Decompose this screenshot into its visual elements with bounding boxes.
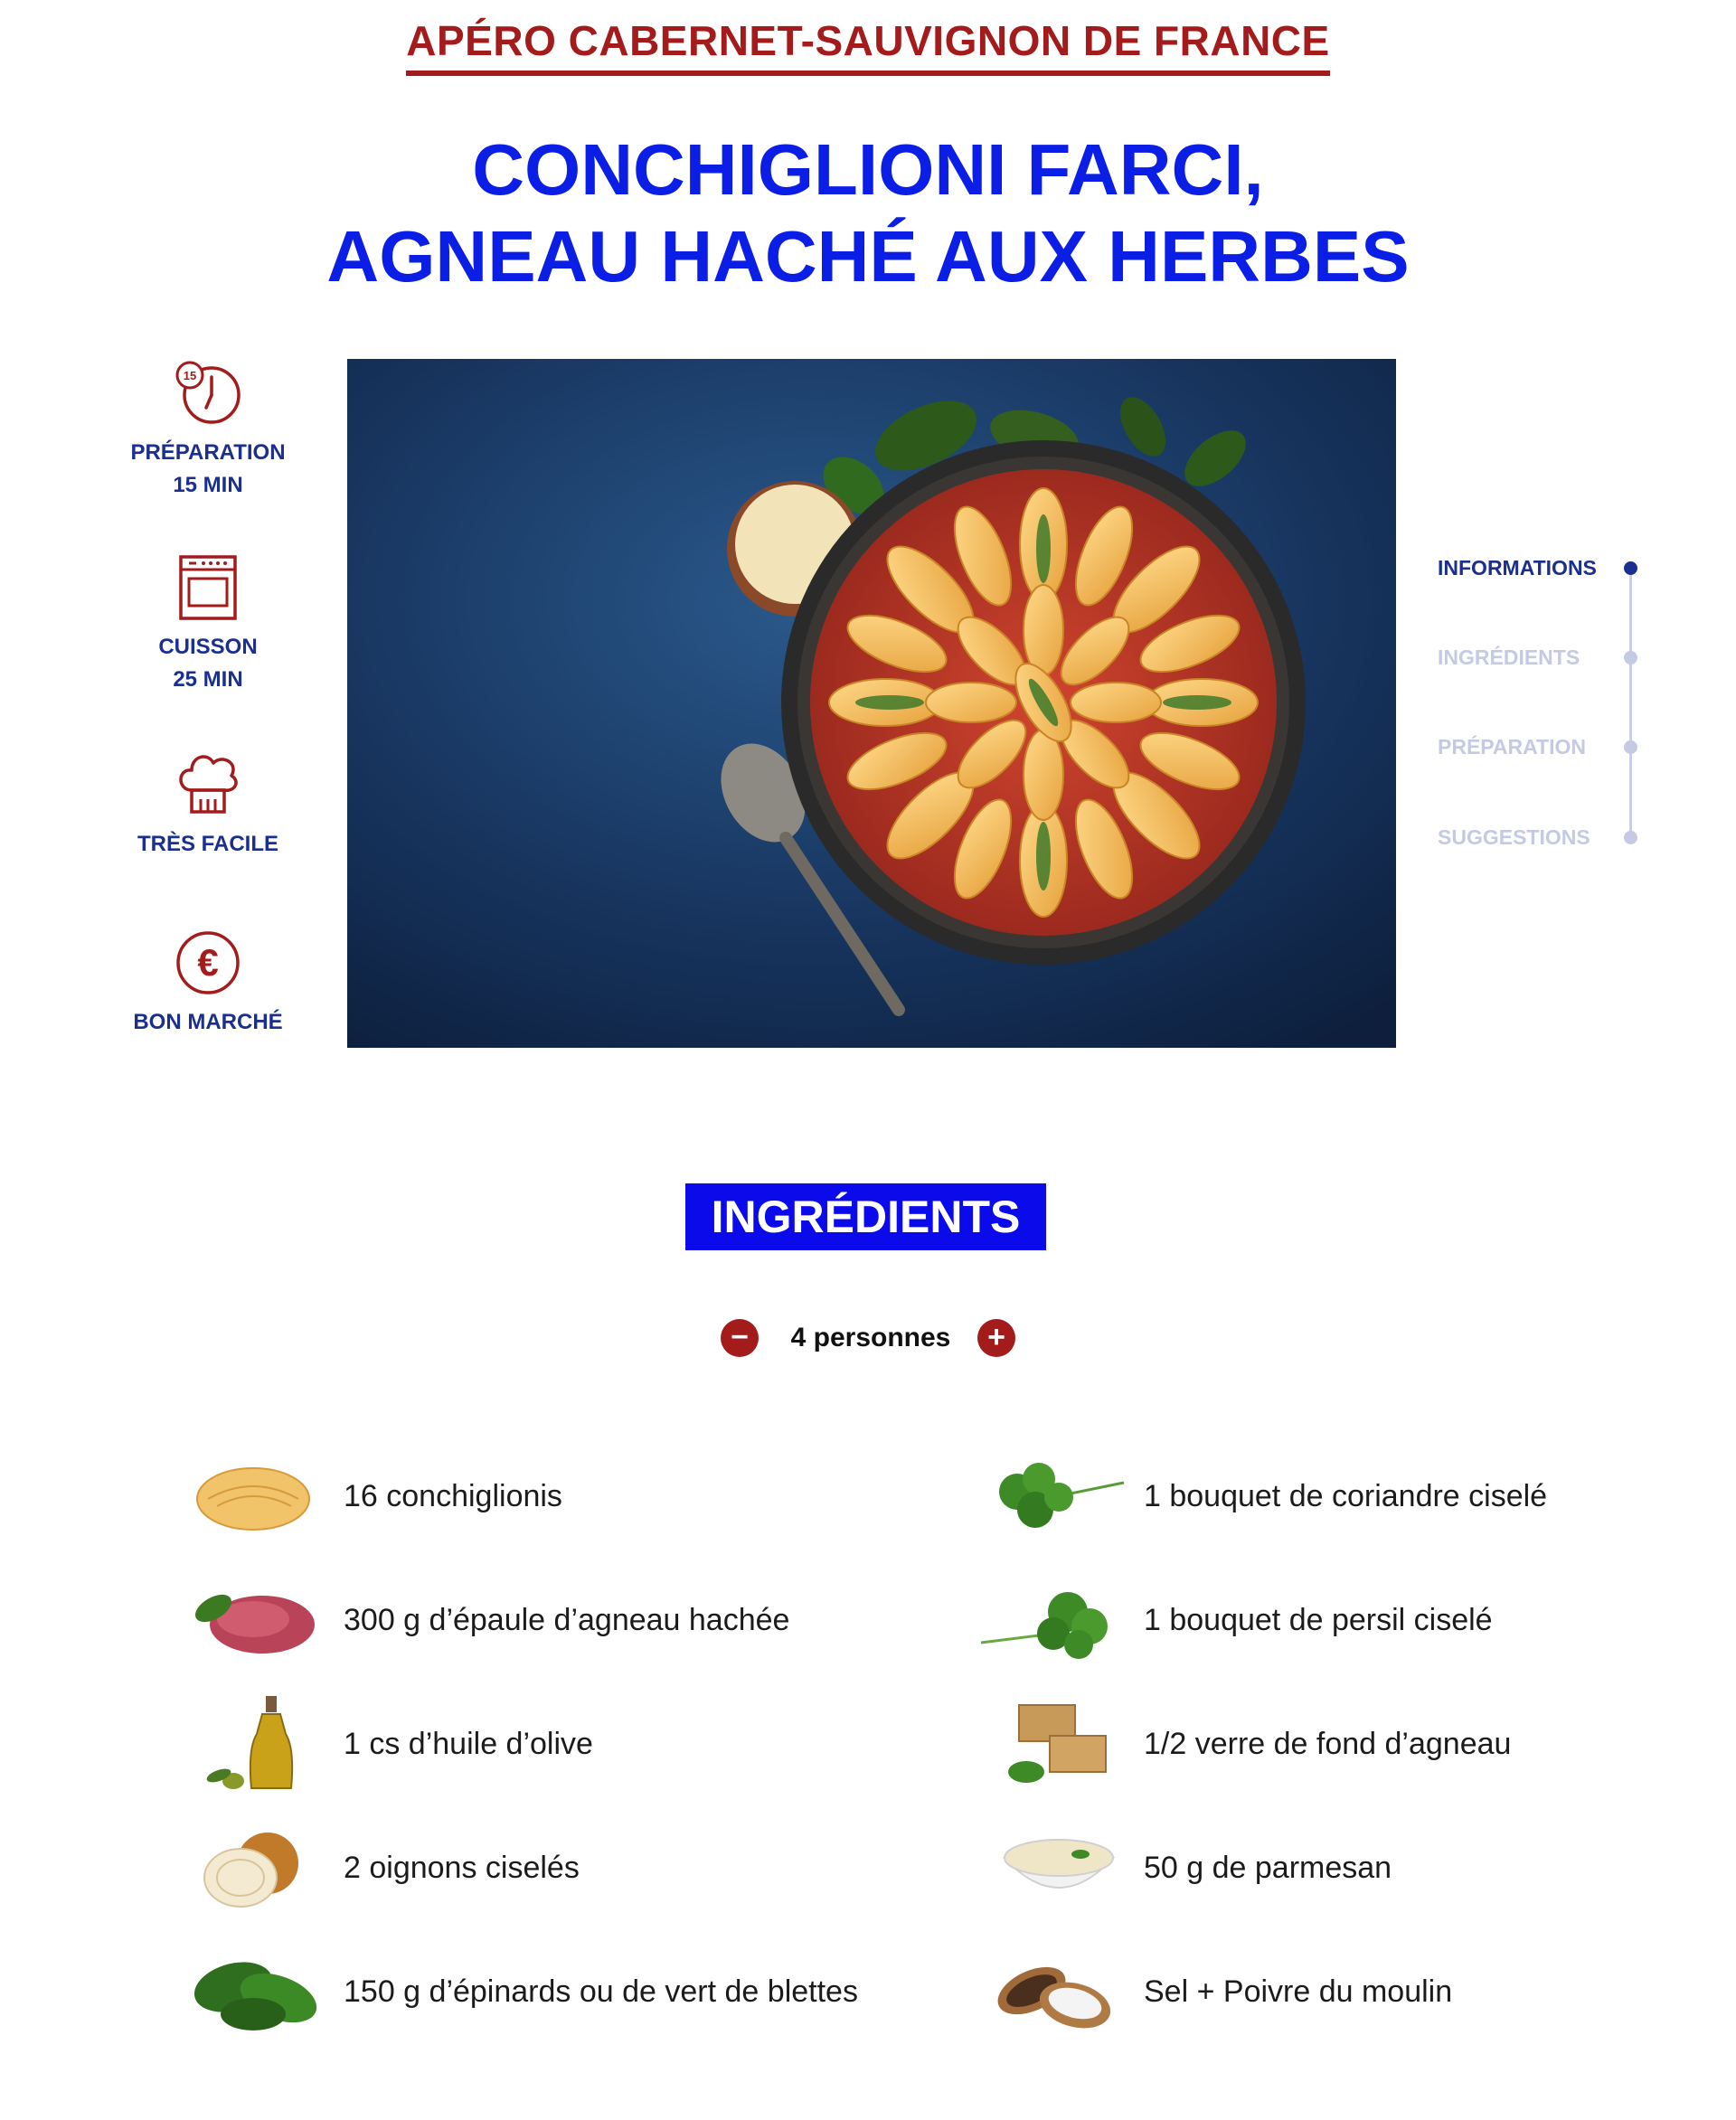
ingredient-text: Sel + Poivre du moulin bbox=[1144, 1974, 1453, 2009]
recipe-title-line2: AGNEAU HACHÉ AUX HERBES bbox=[326, 216, 1410, 297]
ingredient-item bbox=[981, 1818, 1650, 1917]
servings-control bbox=[0, 1315, 1736, 1361]
spinach-icon bbox=[181, 1942, 326, 2041]
ingredient-text: 16 conchiglionis bbox=[344, 1479, 562, 1513]
nav-item-label: INFORMATIONS bbox=[1438, 556, 1597, 579]
ingredient-text: 300 g d’épaule d’agneau hachée bbox=[344, 1603, 790, 1637]
ingredient-text: 1 bouquet de persil ciselé bbox=[1144, 1603, 1493, 1637]
info-cost bbox=[118, 928, 298, 1039]
stock-cube-icon bbox=[981, 1694, 1126, 1794]
cuisson-label: CUISSON bbox=[158, 635, 258, 659]
timer-icon bbox=[172, 359, 244, 428]
pasta-shell-icon bbox=[181, 1446, 326, 1546]
nav-dot bbox=[1624, 651, 1637, 664]
ingredient-item bbox=[181, 1694, 886, 1794]
servings-label: 4 personnes bbox=[790, 1323, 951, 1352]
ingredient-text: 1/2 verre de fond d’agneau bbox=[1144, 1727, 1512, 1761]
nav-item-suggestions[interactable] bbox=[1433, 819, 1650, 855]
difficulty-label: TRÈS FACILE bbox=[137, 832, 278, 856]
ingredient-item bbox=[181, 1570, 886, 1670]
parmesan-icon bbox=[981, 1818, 1126, 1917]
preparation-value: 15 MIN bbox=[173, 473, 243, 497]
chef-hat-icon bbox=[172, 750, 244, 819]
nav-item-label: SUGGESTIONS bbox=[1438, 825, 1590, 849]
ingredient-item bbox=[981, 1446, 1650, 1546]
nav-item-informations[interactable] bbox=[1433, 550, 1650, 586]
nav-item-ingredients[interactable] bbox=[1433, 639, 1650, 675]
nav-dot bbox=[1624, 561, 1637, 575]
section-nav-line bbox=[1629, 568, 1632, 839]
info-preparation bbox=[118, 359, 298, 502]
nav-dot bbox=[1624, 831, 1637, 844]
ingredient-item bbox=[981, 1694, 1650, 1794]
cuisson-value: 25 MIN bbox=[173, 667, 243, 692]
ingredient-item bbox=[181, 1446, 886, 1546]
nav-item-preparation[interactable] bbox=[1433, 729, 1650, 765]
parsley-icon bbox=[981, 1570, 1126, 1670]
minced-meat-icon bbox=[181, 1570, 326, 1670]
olive-oil-icon bbox=[181, 1694, 326, 1794]
ingredient-text: 1 bouquet de coriandre ciselé bbox=[1144, 1479, 1548, 1513]
ingredients-heading: INGRÉDIENTS bbox=[685, 1183, 1046, 1250]
info-difficulty bbox=[118, 750, 298, 861]
recipe-title-line1: CONCHIGLIONI FARCI, bbox=[472, 129, 1264, 210]
oven-icon bbox=[176, 553, 240, 622]
salt-pepper-icon bbox=[981, 1942, 1126, 2041]
euro-icon bbox=[174, 928, 242, 997]
ingredient-text: 50 g de parmesan bbox=[1144, 1851, 1392, 1885]
category-kicker-text: APÉRO CABERNET-SAUVIGNON DE FRANCE bbox=[406, 16, 1329, 76]
timer-badge: 15 bbox=[183, 369, 197, 382]
ingredient-text: 150 g d’épinards ou de vert de blettes bbox=[344, 1974, 858, 2009]
nav-item-label: INGRÉDIENTS bbox=[1438, 645, 1580, 669]
ingredient-item bbox=[981, 1942, 1650, 2041]
category-kicker bbox=[0, 16, 1736, 76]
preparation-label: PRÉPARATION bbox=[130, 440, 286, 465]
euro-symbol: € bbox=[197, 941, 219, 984]
ingredient-item bbox=[981, 1570, 1650, 1670]
nav-dot bbox=[1624, 740, 1637, 754]
nav-item-label: PRÉPARATION bbox=[1438, 735, 1586, 758]
coriander-icon bbox=[981, 1446, 1126, 1546]
onion-icon bbox=[181, 1818, 326, 1917]
ingredient-text: 1 cs d’huile d’olive bbox=[344, 1727, 593, 1761]
recipe-photo bbox=[347, 359, 1396, 1048]
recipe-title bbox=[0, 127, 1736, 300]
section-nav bbox=[1433, 542, 1650, 850]
info-cuisson bbox=[118, 553, 298, 696]
servings-minus-button[interactable]: − bbox=[721, 1319, 759, 1357]
cost-label: BON MARCHÉ bbox=[133, 1010, 283, 1034]
ingredient-text: 2 oignons ciselés bbox=[344, 1851, 580, 1885]
servings-plus-button[interactable]: + bbox=[977, 1319, 1015, 1357]
ingredient-item bbox=[181, 1942, 886, 2041]
ingredient-item bbox=[181, 1818, 886, 1917]
